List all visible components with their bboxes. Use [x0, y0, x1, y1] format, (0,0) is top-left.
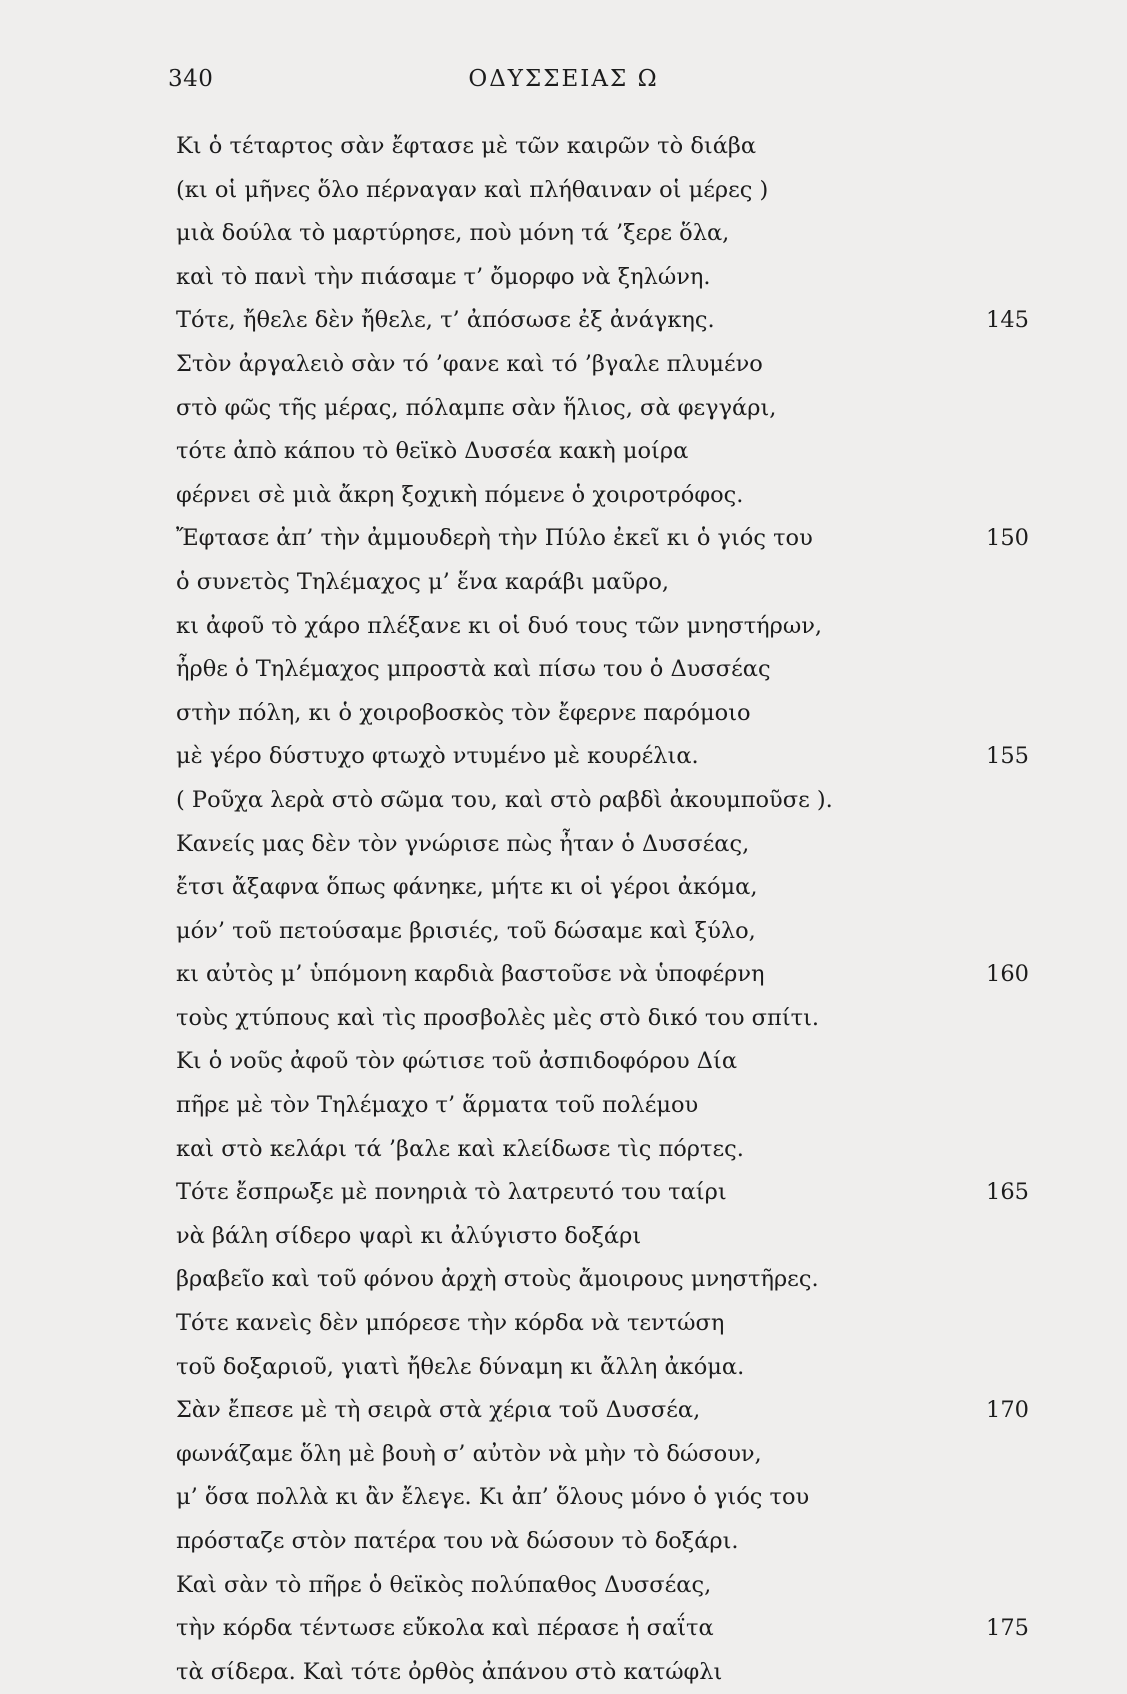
verse-text: ( Ροῦχα λερὰ στὸ σῶμα του, καὶ στὸ ραβδὶ ἀκουμποῦσε ). — [176, 786, 833, 813]
verse-text: Στὸν ἀργαλειὸ σὰν τό ’φανε καὶ τό ’βγαλε πλυμένο — [176, 350, 763, 377]
verse-text: τοῦ δοξαριοῦ, γιατὶ ἤθελε δύναμη κι ἄλλη ἀκόμα. — [176, 1353, 745, 1380]
verse-line — [0, 387, 1127, 431]
verse-line — [0, 1084, 1127, 1128]
verse-line — [0, 125, 1127, 169]
line-number: 150 — [986, 525, 1029, 552]
verse-text: τότε ἀπὸ κάπου τὸ θεϊκὸ Δυσσέα κακὴ μοίρα — [176, 438, 689, 465]
verse-line — [0, 692, 1127, 736]
verse-text: Ἔφτασε ἀπ’ τὴν ἀμμουδερὴ τὴν Πύλο ἐκεῖ κι ὁ γιός του — [176, 525, 813, 552]
verse-line — [0, 1215, 1127, 1259]
verse-line — [0, 1346, 1127, 1390]
verse-text: κι ἀφοῦ τὸ χάρο πλέξανε κι οἱ δυό τους τῶν μνηστήρων, — [176, 612, 823, 639]
verse-text: καὶ τὸ πανὶ τὴν πιάσαμε τ’ ὄμορφο νὰ ξηλώνη. — [176, 263, 711, 290]
line-number: 155 — [986, 743, 1029, 770]
page-header — [0, 66, 1127, 106]
verse-text: ἔτσι ἄξαφνα ὅπως φάνηκε, μήτε κι οἱ γέροι ἀκόμα, — [176, 874, 758, 901]
verse-text: Τότε, ἤθελε δὲν ἤθελε, τ’ ἀπόσωσε ἐξ ἀνάγκης. — [176, 307, 715, 334]
verse-line — [0, 169, 1127, 213]
verse-line — [0, 997, 1127, 1041]
verse-text: πρόσταζε στὸν πατέρα του νὰ δώσουν τὸ δοξάρι. — [176, 1528, 739, 1554]
verse-text: στὸ φῶς τῆς μέρας, πόλαμπε σὰν ἥλιος, σὰ φεγγάρι, — [176, 394, 777, 421]
verse-line — [0, 866, 1127, 910]
verse-text: Σὰν ἔπεσε μὲ τὴ σειρὰ στὰ χέρια τοῦ Δυσσέα, — [176, 1397, 701, 1424]
line-number: 165 — [986, 1179, 1029, 1206]
verse-line — [0, 1520, 1127, 1564]
line-number: 145 — [986, 307, 1029, 334]
page-number: 340 — [168, 66, 214, 92]
verse-text: πῆρε μὲ τὸν Τηλέμαχο τ’ ἅρματα τοῦ πολέμου — [176, 1092, 699, 1119]
verse-text: φωνάζαμε ὅλη μὲ βουὴ σ’ αὐτὸν νὰ μὴν τὸ δώσουν, — [176, 1440, 762, 1467]
verse-text: Καὶ σὰν τὸ πῆρε ὁ θεϊκὸς πολύπαθος Δυσσέας, — [176, 1571, 712, 1598]
verse-line — [0, 953, 1127, 997]
running-title: ΟΔΥΣΣΕΙΑΣ Ω — [468, 66, 659, 92]
verse-text: ἦρθε ὁ Τηλέμαχος μπροστὰ καὶ πίσω του ὁ Δυσσέας — [176, 656, 771, 683]
verse-text: ὁ συνετὸς Τηλέμαχος μ’ ἕνα καράβι μαῦρο, — [176, 568, 670, 595]
verse-line — [0, 517, 1127, 561]
verse-line — [0, 256, 1127, 300]
verse-line — [0, 430, 1127, 474]
verse-line — [0, 1302, 1127, 1346]
verse-line — [0, 212, 1127, 256]
verse-line — [0, 605, 1127, 649]
verse-line — [0, 910, 1127, 954]
line-number: 175 — [986, 1615, 1029, 1642]
verse-line — [0, 779, 1127, 823]
verse-line — [0, 343, 1127, 387]
verse-line — [0, 474, 1127, 518]
verse-line — [0, 735, 1127, 779]
verse-line — [0, 1389, 1127, 1433]
line-number: 170 — [986, 1397, 1029, 1424]
poem-text — [0, 125, 1127, 1694]
verse-line — [0, 648, 1127, 692]
verse-text: φέρνει σὲ μιὰ ἄκρη ξοχικὴ πόμενε ὁ χοιροτρόφος. — [176, 481, 744, 508]
verse-line — [0, 823, 1127, 867]
verse-text: τὴν κόρδα τέντωσε εὔκολα καὶ πέρασε ἡ σαΐτα — [176, 1615, 714, 1642]
verse-text: μόν’ τοῦ πετούσαμε βρισιές, τοῦ δώσαμε καὶ ξύλο, — [176, 917, 756, 944]
verse-text: (κι οἱ μῆνες ὅλο πέρναγαν καὶ πλήθαιναν οἱ μέρες ) — [176, 176, 769, 203]
verse-text: Τότε ἔσπρωξε μὲ πονηριὰ τὸ λατρευτό του ταίρι — [176, 1179, 727, 1206]
verse-text: βραβεῖο καὶ τοῦ φόνου ἀρχὴ στοὺς ἄμοιρους μνηστῆρες. — [176, 1266, 819, 1293]
verse-text: νὰ βάλη σίδερο ψαρὶ κι ἀλύγιστο δοξάρι — [176, 1222, 642, 1249]
verse-text: Τότε κανεὶς δὲν μπόρεσε τὴν κόρδα νὰ τεντώση — [176, 1310, 725, 1337]
verse-text: κι αὐτὸς μ’ ὑπόμονη καρδιὰ βαστοῦσε νὰ ὑποφέρνη — [176, 961, 765, 988]
verse-text: στὴν πόλη, κι ὁ χοιροβοσκὸς τὸν ἔφερνε παρόμοιο — [176, 699, 751, 726]
verse-text: Κανείς μας δὲν τὸν γνώρισε πὼς ἦταν ὁ Δυσσέας, — [176, 830, 750, 857]
verse-line — [0, 1564, 1127, 1608]
verse-line — [0, 561, 1127, 605]
verse-text: τοὺς χτύπους καὶ τὶς προσβολὲς μὲς στὸ δικό του σπίτι. — [176, 1004, 820, 1031]
verse-line — [0, 1040, 1127, 1084]
verse-line — [0, 299, 1127, 343]
verse-text: τὰ σίδερα. Καὶ τότε ὀρθὸς ἀπάνου στὸ κατώφλι — [176, 1658, 723, 1685]
verse-text: μιὰ δούλα τὸ μαρτύρησε, ποὺ μόνη τά ’ξερε ὅλα, — [176, 220, 730, 247]
verse-line — [0, 1607, 1127, 1651]
verse-text: καὶ στὸ κελάρι τά ’βαλε καὶ κλείδωσε τὶς πόρτες. — [176, 1135, 744, 1162]
line-number: 160 — [986, 961, 1029, 988]
verse-line — [0, 1171, 1127, 1215]
verse-text: μὲ γέρο δύστυχο φτωχὸ ντυμένο μὲ κουρέλια. — [176, 743, 699, 770]
verse-text: Κι ὁ τέταρτος σὰν ἔφτασε μὲ τῶν καιρῶν τὸ διάβα — [176, 133, 757, 159]
verse-line — [0, 1128, 1127, 1172]
verse-line — [0, 1433, 1127, 1477]
verse-text: μ’ ὅσα πολλὰ κι ἂν ἔλεγε. Κι ἀπ’ ὅλους μόνο ὁ γιός του — [176, 1484, 810, 1511]
verse-line — [0, 1651, 1127, 1694]
verse-text: Κι ὁ νοῦς ἀφοῦ τὸν φώτισε τοῦ ἀσπιδοφόρου Δία — [176, 1048, 738, 1075]
verse-line — [0, 1258, 1127, 1302]
verse-line — [0, 1476, 1127, 1520]
